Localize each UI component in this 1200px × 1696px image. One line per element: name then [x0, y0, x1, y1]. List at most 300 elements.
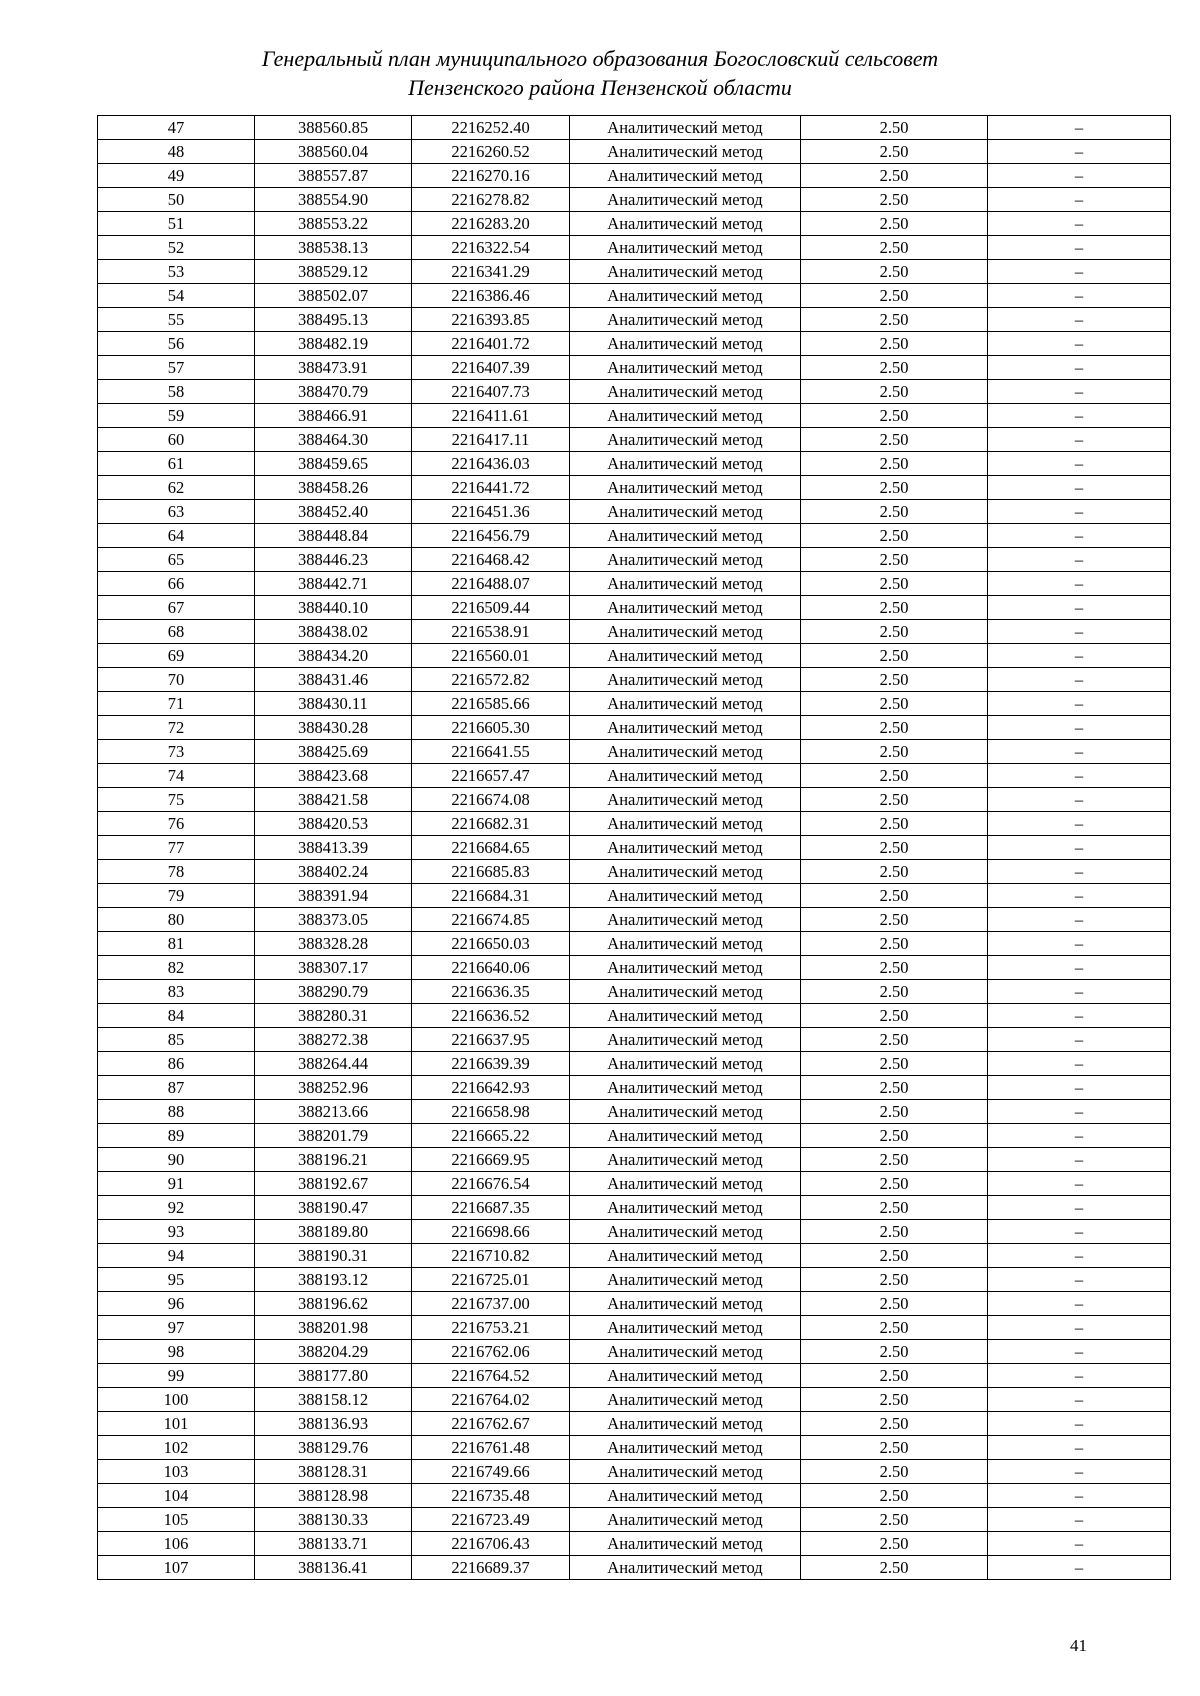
table-row [98, 860, 1171, 884]
accuracy-cell: 2.50 [801, 1388, 988, 1412]
method-cell: Аналитический метод [570, 860, 801, 884]
x-coordinate-cell: 388402.24 [255, 860, 412, 884]
x-coordinate-cell: 388538.13 [255, 236, 412, 260]
table-row [98, 668, 1171, 692]
y-coordinate-cell: 2216407.73 [412, 380, 570, 404]
method-cell: Аналитический метод [570, 308, 801, 332]
point-number-cell: 74 [98, 764, 255, 788]
method-cell: Аналитический метод [570, 1508, 801, 1532]
method-cell: Аналитический метод [570, 524, 801, 548]
x-coordinate-cell: 388470.79 [255, 380, 412, 404]
description-cell: – [988, 1100, 1171, 1124]
table-row [98, 836, 1171, 860]
description-cell: – [988, 428, 1171, 452]
description-cell: – [988, 452, 1171, 476]
accuracy-cell: 2.50 [801, 908, 988, 932]
y-coordinate-cell: 2216749.66 [412, 1460, 570, 1484]
description-cell: – [988, 140, 1171, 164]
header-title-line1: Генеральный план муниципального образования Богословский сельсовет [261, 46, 939, 71]
y-coordinate-cell: 2216682.31 [412, 812, 570, 836]
method-cell: Аналитический метод [570, 1124, 801, 1148]
accuracy-cell: 2.50 [801, 1484, 988, 1508]
table-row [98, 740, 1171, 764]
table-row [98, 1052, 1171, 1076]
y-coordinate-cell: 2216764.52 [412, 1364, 570, 1388]
accuracy-cell: 2.50 [801, 644, 988, 668]
accuracy-cell: 2.50 [801, 1364, 988, 1388]
method-cell: Аналитический метод [570, 1148, 801, 1172]
method-cell: Аналитический метод [570, 404, 801, 428]
table-row [98, 1460, 1171, 1484]
x-coordinate-cell: 388482.19 [255, 332, 412, 356]
x-coordinate-cell: 388307.17 [255, 956, 412, 980]
table-row [98, 1364, 1171, 1388]
method-cell: Аналитический метод [570, 740, 801, 764]
method-cell: Аналитический метод [570, 1076, 801, 1100]
accuracy-cell: 2.50 [801, 1292, 988, 1316]
accuracy-cell: 2.50 [801, 332, 988, 356]
point-number-cell: 95 [98, 1268, 255, 1292]
x-coordinate-cell: 388425.69 [255, 740, 412, 764]
x-coordinate-cell: 388430.11 [255, 692, 412, 716]
point-number-cell: 70 [98, 668, 255, 692]
point-number-cell: 101 [98, 1412, 255, 1436]
method-cell: Аналитический метод [570, 1028, 801, 1052]
point-number-cell: 98 [98, 1340, 255, 1364]
x-coordinate-cell: 388328.28 [255, 932, 412, 956]
accuracy-cell: 2.50 [801, 1436, 988, 1460]
table-row [98, 260, 1171, 284]
x-coordinate-cell: 388252.96 [255, 1076, 412, 1100]
y-coordinate-cell: 2216605.30 [412, 716, 570, 740]
point-number-cell: 51 [98, 212, 255, 236]
x-coordinate-cell: 388196.21 [255, 1148, 412, 1172]
method-cell: Аналитический метод [570, 1484, 801, 1508]
method-cell: Аналитический метод [570, 884, 801, 908]
description-cell: – [988, 356, 1171, 380]
method-cell: Аналитический метод [570, 980, 801, 1004]
description-cell: – [988, 524, 1171, 548]
point-number-cell: 79 [98, 884, 255, 908]
page-header [0, 44, 1200, 102]
point-number-cell: 50 [98, 188, 255, 212]
accuracy-cell: 2.50 [801, 740, 988, 764]
description-cell: – [988, 308, 1171, 332]
accuracy-cell: 2.50 [801, 260, 988, 284]
description-cell: – [988, 1388, 1171, 1412]
accuracy-cell: 2.50 [801, 692, 988, 716]
point-number-cell: 57 [98, 356, 255, 380]
y-coordinate-cell: 2216456.79 [412, 524, 570, 548]
accuracy-cell: 2.50 [801, 596, 988, 620]
method-cell: Аналитический метод [570, 596, 801, 620]
table-row [98, 428, 1171, 452]
point-number-cell: 65 [98, 548, 255, 572]
x-coordinate-cell: 388373.05 [255, 908, 412, 932]
table-row [98, 716, 1171, 740]
x-coordinate-cell: 388557.87 [255, 164, 412, 188]
point-number-cell: 68 [98, 620, 255, 644]
y-coordinate-cell: 2216636.35 [412, 980, 570, 1004]
point-number-cell: 73 [98, 740, 255, 764]
accuracy-cell: 2.50 [801, 1052, 988, 1076]
accuracy-cell: 2.50 [801, 1004, 988, 1028]
point-number-cell: 71 [98, 692, 255, 716]
x-coordinate-cell: 388464.30 [255, 428, 412, 452]
x-coordinate-cell: 388136.41 [255, 1556, 412, 1580]
x-coordinate-cell: 388442.71 [255, 572, 412, 596]
point-number-cell: 97 [98, 1316, 255, 1340]
y-coordinate-cell: 2216585.66 [412, 692, 570, 716]
table-row [98, 188, 1171, 212]
description-cell: – [988, 596, 1171, 620]
description-cell: – [988, 980, 1171, 1004]
x-coordinate-cell: 388459.65 [255, 452, 412, 476]
y-coordinate-cell: 2216560.01 [412, 644, 570, 668]
description-cell: – [988, 1364, 1171, 1388]
accuracy-cell: 2.50 [801, 668, 988, 692]
x-coordinate-cell: 388130.33 [255, 1508, 412, 1532]
point-number-cell: 91 [98, 1172, 255, 1196]
coordinates-table-body [98, 116, 1171, 1580]
accuracy-cell: 2.50 [801, 308, 988, 332]
description-cell: – [988, 500, 1171, 524]
method-cell: Аналитический метод [570, 956, 801, 980]
x-coordinate-cell: 388201.79 [255, 1124, 412, 1148]
method-cell: Аналитический метод [570, 1292, 801, 1316]
method-cell: Аналитический метод [570, 140, 801, 164]
x-coordinate-cell: 388430.28 [255, 716, 412, 740]
description-cell: – [988, 1052, 1171, 1076]
description-cell: – [988, 212, 1171, 236]
y-coordinate-cell: 2216650.03 [412, 932, 570, 956]
x-coordinate-cell: 388177.80 [255, 1364, 412, 1388]
x-coordinate-cell: 388448.84 [255, 524, 412, 548]
table-row [98, 1412, 1171, 1436]
page-number: 41 [1070, 1636, 1087, 1655]
accuracy-cell: 2.50 [801, 1244, 988, 1268]
x-coordinate-cell: 388446.23 [255, 548, 412, 572]
table-row [98, 788, 1171, 812]
x-coordinate-cell: 388529.12 [255, 260, 412, 284]
point-number-cell: 93 [98, 1220, 255, 1244]
table-row [98, 548, 1171, 572]
description-cell: – [988, 908, 1171, 932]
description-cell: – [988, 1268, 1171, 1292]
description-cell: – [988, 1532, 1171, 1556]
description-cell: – [988, 164, 1171, 188]
x-coordinate-cell: 388136.93 [255, 1412, 412, 1436]
description-cell: – [988, 236, 1171, 260]
method-cell: Аналитический метод [570, 164, 801, 188]
x-coordinate-cell: 388133.71 [255, 1532, 412, 1556]
accuracy-cell: 2.50 [801, 356, 988, 380]
table-row [98, 1148, 1171, 1172]
point-number-cell: 77 [98, 836, 255, 860]
y-coordinate-cell: 2216252.40 [412, 116, 570, 140]
x-coordinate-cell: 388190.47 [255, 1196, 412, 1220]
table-row [98, 308, 1171, 332]
description-cell: – [988, 764, 1171, 788]
description-cell: – [988, 836, 1171, 860]
description-cell: – [988, 1124, 1171, 1148]
description-cell: – [988, 188, 1171, 212]
method-cell: Аналитический метод [570, 212, 801, 236]
accuracy-cell: 2.50 [801, 764, 988, 788]
table-row [98, 140, 1171, 164]
y-coordinate-cell: 2216283.20 [412, 212, 570, 236]
table-row [98, 1004, 1171, 1028]
method-cell: Аналитический метод [570, 1364, 801, 1388]
accuracy-cell: 2.50 [801, 884, 988, 908]
description-cell: – [988, 932, 1171, 956]
table-row [98, 164, 1171, 188]
method-cell: Аналитический метод [570, 692, 801, 716]
x-coordinate-cell: 388190.31 [255, 1244, 412, 1268]
table-row [98, 1484, 1171, 1508]
x-coordinate-cell: 388192.67 [255, 1172, 412, 1196]
y-coordinate-cell: 2216658.98 [412, 1100, 570, 1124]
method-cell: Аналитический метод [570, 1556, 801, 1580]
description-cell: – [988, 1316, 1171, 1340]
method-cell: Аналитический метод [570, 668, 801, 692]
table-row [98, 1508, 1171, 1532]
description-cell: – [988, 860, 1171, 884]
x-coordinate-cell: 388473.91 [255, 356, 412, 380]
point-number-cell: 54 [98, 284, 255, 308]
y-coordinate-cell: 2216642.93 [412, 1076, 570, 1100]
method-cell: Аналитический метод [570, 1172, 801, 1196]
table-row [98, 932, 1171, 956]
x-coordinate-cell: 388189.80 [255, 1220, 412, 1244]
method-cell: Аналитический метод [570, 356, 801, 380]
x-coordinate-cell: 388204.29 [255, 1340, 412, 1364]
accuracy-cell: 2.50 [801, 404, 988, 428]
point-number-cell: 94 [98, 1244, 255, 1268]
accuracy-cell: 2.50 [801, 140, 988, 164]
description-cell: – [988, 1556, 1171, 1580]
y-coordinate-cell: 2216735.48 [412, 1484, 570, 1508]
y-coordinate-cell: 2216665.22 [412, 1124, 570, 1148]
table-row [98, 1196, 1171, 1220]
y-coordinate-cell: 2216637.95 [412, 1028, 570, 1052]
accuracy-cell: 2.50 [801, 236, 988, 260]
description-cell: – [988, 1508, 1171, 1532]
table-row [98, 1100, 1171, 1124]
x-coordinate-cell: 388554.90 [255, 188, 412, 212]
y-coordinate-cell: 2216407.39 [412, 356, 570, 380]
description-cell: – [988, 572, 1171, 596]
method-cell: Аналитический метод [570, 428, 801, 452]
y-coordinate-cell: 2216270.16 [412, 164, 570, 188]
accuracy-cell: 2.50 [801, 188, 988, 212]
description-cell: – [988, 956, 1171, 980]
description-cell: – [988, 1196, 1171, 1220]
method-cell: Аналитический метод [570, 236, 801, 260]
y-coordinate-cell: 2216674.85 [412, 908, 570, 932]
method-cell: Аналитический метод [570, 1052, 801, 1076]
table-row [98, 764, 1171, 788]
x-coordinate-cell: 388440.10 [255, 596, 412, 620]
method-cell: Аналитический метод [570, 116, 801, 140]
point-number-cell: 87 [98, 1076, 255, 1100]
y-coordinate-cell: 2216538.91 [412, 620, 570, 644]
table-row [98, 476, 1171, 500]
point-number-cell: 99 [98, 1364, 255, 1388]
description-cell: – [988, 1292, 1171, 1316]
method-cell: Аналитический метод [570, 260, 801, 284]
point-number-cell: 96 [98, 1292, 255, 1316]
table-row [98, 1220, 1171, 1244]
x-coordinate-cell: 388421.58 [255, 788, 412, 812]
x-coordinate-cell: 388213.66 [255, 1100, 412, 1124]
accuracy-cell: 2.50 [801, 932, 988, 956]
description-cell: – [988, 476, 1171, 500]
y-coordinate-cell: 2216687.35 [412, 1196, 570, 1220]
y-coordinate-cell: 2216684.65 [412, 836, 570, 860]
point-number-cell: 105 [98, 1508, 255, 1532]
table-row [98, 212, 1171, 236]
point-number-cell: 66 [98, 572, 255, 596]
point-number-cell: 104 [98, 1484, 255, 1508]
point-number-cell: 58 [98, 380, 255, 404]
x-coordinate-cell: 388201.98 [255, 1316, 412, 1340]
table-row [98, 380, 1171, 404]
y-coordinate-cell: 2216401.72 [412, 332, 570, 356]
x-coordinate-cell: 388196.62 [255, 1292, 412, 1316]
table-row [98, 956, 1171, 980]
table-row [98, 620, 1171, 644]
method-cell: Аналитический метод [570, 1340, 801, 1364]
table-row [98, 596, 1171, 620]
point-number-cell: 75 [98, 788, 255, 812]
x-coordinate-cell: 388128.98 [255, 1484, 412, 1508]
accuracy-cell: 2.50 [801, 452, 988, 476]
y-coordinate-cell: 2216278.82 [412, 188, 570, 212]
x-coordinate-cell: 388290.79 [255, 980, 412, 1004]
table-row [98, 332, 1171, 356]
accuracy-cell: 2.50 [801, 788, 988, 812]
method-cell: Аналитический метод [570, 1460, 801, 1484]
description-cell: – [988, 788, 1171, 812]
method-cell: Аналитический метод [570, 644, 801, 668]
point-number-cell: 106 [98, 1532, 255, 1556]
accuracy-cell: 2.50 [801, 860, 988, 884]
x-coordinate-cell: 388158.12 [255, 1388, 412, 1412]
x-coordinate-cell: 388420.53 [255, 812, 412, 836]
accuracy-cell: 2.50 [801, 164, 988, 188]
point-number-cell: 60 [98, 428, 255, 452]
point-number-cell: 83 [98, 980, 255, 1004]
y-coordinate-cell: 2216468.42 [412, 548, 570, 572]
y-coordinate-cell: 2216684.31 [412, 884, 570, 908]
accuracy-cell: 2.50 [801, 1172, 988, 1196]
description-cell: – [988, 1172, 1171, 1196]
y-coordinate-cell: 2216488.07 [412, 572, 570, 596]
y-coordinate-cell: 2216753.21 [412, 1316, 570, 1340]
method-cell: Аналитический метод [570, 716, 801, 740]
accuracy-cell: 2.50 [801, 980, 988, 1004]
point-number-cell: 49 [98, 164, 255, 188]
accuracy-cell: 2.50 [801, 1148, 988, 1172]
method-cell: Аналитический метод [570, 380, 801, 404]
table-row [98, 452, 1171, 476]
method-cell: Аналитический метод [570, 284, 801, 308]
table-row [98, 572, 1171, 596]
table-row [98, 1388, 1171, 1412]
method-cell: Аналитический метод [570, 620, 801, 644]
table-row [98, 1172, 1171, 1196]
accuracy-cell: 2.50 [801, 1412, 988, 1436]
y-coordinate-cell: 2216669.95 [412, 1148, 570, 1172]
accuracy-cell: 2.50 [801, 1124, 988, 1148]
accuracy-cell: 2.50 [801, 1220, 988, 1244]
accuracy-cell: 2.50 [801, 572, 988, 596]
y-coordinate-cell: 2216710.82 [412, 1244, 570, 1268]
method-cell: Аналитический метод [570, 764, 801, 788]
point-number-cell: 62 [98, 476, 255, 500]
description-cell: – [988, 284, 1171, 308]
point-number-cell: 90 [98, 1148, 255, 1172]
x-coordinate-cell: 388495.13 [255, 308, 412, 332]
description-cell: – [988, 692, 1171, 716]
y-coordinate-cell: 2216676.54 [412, 1172, 570, 1196]
point-number-cell: 52 [98, 236, 255, 260]
description-cell: – [988, 1076, 1171, 1100]
point-number-cell: 72 [98, 716, 255, 740]
point-number-cell: 85 [98, 1028, 255, 1052]
table-row [98, 1340, 1171, 1364]
method-cell: Аналитический метод [570, 836, 801, 860]
accuracy-cell: 2.50 [801, 1532, 988, 1556]
description-cell: – [988, 380, 1171, 404]
point-number-cell: 56 [98, 332, 255, 356]
y-coordinate-cell: 2216641.55 [412, 740, 570, 764]
description-cell: – [988, 1004, 1171, 1028]
table-row [98, 356, 1171, 380]
table-row [98, 524, 1171, 548]
y-coordinate-cell: 2216639.39 [412, 1052, 570, 1076]
x-coordinate-cell: 388431.46 [255, 668, 412, 692]
accuracy-cell: 2.50 [801, 524, 988, 548]
point-number-cell: 48 [98, 140, 255, 164]
point-number-cell: 103 [98, 1460, 255, 1484]
point-number-cell: 100 [98, 1388, 255, 1412]
table-row [98, 1316, 1171, 1340]
accuracy-cell: 2.50 [801, 212, 988, 236]
table-row [98, 884, 1171, 908]
accuracy-cell: 2.50 [801, 1196, 988, 1220]
accuracy-cell: 2.50 [801, 1508, 988, 1532]
header-title-line2: Пензенского района Пензенской области [408, 75, 792, 100]
description-cell: – [988, 260, 1171, 284]
y-coordinate-cell: 2216341.29 [412, 260, 570, 284]
point-number-cell: 47 [98, 116, 255, 140]
table-row [98, 812, 1171, 836]
accuracy-cell: 2.50 [801, 1556, 988, 1580]
y-coordinate-cell: 2216674.08 [412, 788, 570, 812]
y-coordinate-cell: 2216441.72 [412, 476, 570, 500]
point-number-cell: 102 [98, 1436, 255, 1460]
accuracy-cell: 2.50 [801, 716, 988, 740]
description-cell: – [988, 1436, 1171, 1460]
method-cell: Аналитический метод [570, 1244, 801, 1268]
table-row [98, 116, 1171, 140]
x-coordinate-cell: 388423.68 [255, 764, 412, 788]
table-row [98, 644, 1171, 668]
method-cell: Аналитический метод [570, 476, 801, 500]
point-number-cell: 63 [98, 500, 255, 524]
